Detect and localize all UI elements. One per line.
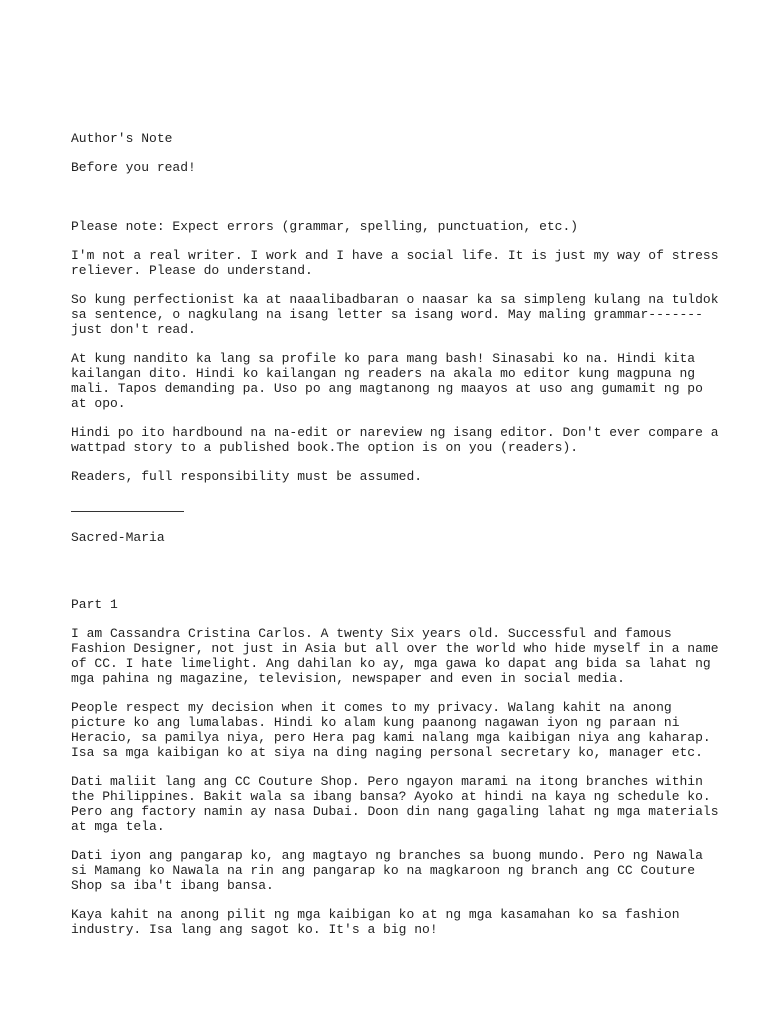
- signature-divider: [71, 511, 184, 512]
- part-paragraph-shop: Dati maliit lang ang CC Couture Shop. Pero ngayon marami na itong branches within the Philippines. Bakit wala sa ibang bansa? Ayoko at hindi na kaya ng schedule ko. Pero ang factory namin ay nasa Dubai. Doon din nang gagaling lahat ng mga materials at mga tela.: [71, 774, 719, 834]
- part-paragraph-dream: Dati iyon ang pangarap ko, ang magtayo ng branches sa buong mundo. Pero ng Nawala si Mamang ko Nawala na rin ang pangarap ko na magkaroon ng branch ang CC Couture Shop sa iba't ibang bansa.: [71, 848, 703, 893]
- paragraph-responsibility: Readers, full responsibility must be assumed.: [71, 469, 423, 484]
- author-note-title: Author's Note: [71, 131, 173, 146]
- paragraph-perfectionist: So kung perfectionist ka at naaalibadbaran o naasar ka sa simpleng kulang na tuldok sa sentence, o nagkulang na isang letter sa isang word. May maling grammar------- just don't read.: [71, 292, 719, 337]
- part-paragraph-privacy: People respect my decision when it comes to my privacy. Walang kahit na anong picture ko ang lumalabas. Hindi ko alam kung paanong nagawan iyon ng paraan ni Heracio, sa pamilya niya, pero Hera pag kami nalang mga kaibigan niya ang kaharap. Isa sa mga kaibigan ko at siya na ding naging personal secretary ko, manager etc.: [71, 700, 711, 760]
- part-paragraph-intro: I am Cassandra Cristina Carlos. A twenty Six years old. Successful and famous Fashion Designer, not just in Asia but all over the world who hide myself in a name of CC. I hate limelight. Ang dahilan ko ay, mga gawa ko dapat ang bida sa lahat ng mga pahina ng magazine, television, newspaper and even in social media.: [71, 626, 719, 686]
- part-paragraph-answer: Kaya kahit na anong pilit ng mga kaibigan ko at ng mga kasamahan ko sa fashion industry. Isa lang ang sagot ko. It's a big no!: [71, 907, 680, 937]
- paragraph-bash: At kung nandito ka lang sa profile ko para mang bash! Sinasabi ko na. Hindi kita kailangan dito. Hindi ko kailangan ng readers na akala mo editor kung magpuna ng mali. Tapos demanding pa. Uso po ang magtanong ng maayos at uso ang gumamit ng po at opo.: [71, 351, 703, 411]
- part-title: Part 1: [71, 597, 118, 612]
- document-page: [71, 131, 719, 937]
- paragraph-hardbound: Hindi po ito hardbound na na-edit or nareview ng isang editor. Don't ever compare a wattpad story to a published book.The option is on you (readers).: [71, 425, 719, 455]
- signature: Sacred-Maria: [71, 530, 165, 545]
- paragraph-writer: I'm not a real writer. I work and I have a social life. It is just my way of stress reliever. Please do understand.: [71, 248, 719, 278]
- paragraph-note: Please note: Expect errors (grammar, spelling, punctuation, etc.): [71, 219, 579, 234]
- before-you-read: Before you read!: [71, 160, 196, 175]
